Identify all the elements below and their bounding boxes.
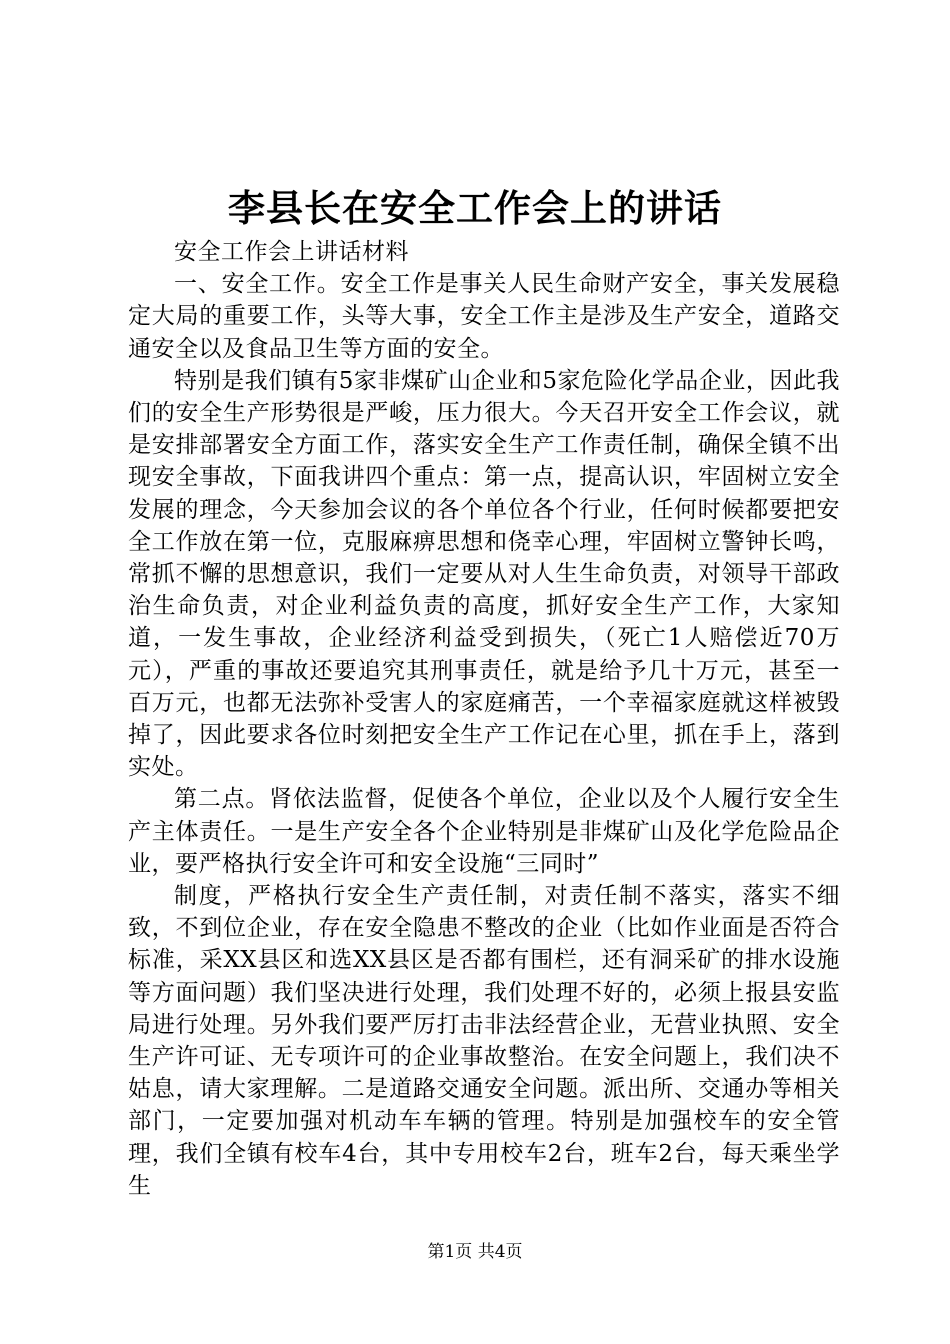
paragraph-1: 一、安全工作。安全工作是事关人民生命财产安全，事关发展稳定大局的重要工作，头等大事，安全工作主是涉及生产安全，道路交通安全以及食品卫生等方面的安全。: [128, 271, 840, 362]
document-title: 李县长在安全工作会上的讲话: [228, 186, 722, 230]
page-number-footer: 第1页 共4页: [427, 1242, 523, 1262]
paragraph-subtitle: 安全工作会上讲话材料: [174, 239, 409, 265]
paragraph-3: 第二点。肾依法监督，促使各个单位，企业以及个人履行安全生产主体责任。一是生产安全各个企业特别是非煤矿山及化学危险品企业，要严格执行安全许可和安全设施“三同时”: [128, 786, 840, 877]
paragraph-4: 制度，严格执行安全生产责任制，对责任制不落实，落实不细致，不到位企业，存在安全隐患不整改的企业（比如作业面是否符合标准，采XX县区和选XX县区是否都有围栏，还有洞采矿的排水设施等方面问题）我们坚决进行处理，我们处理不好的，必须上报县安监局进行处理。另外我们要严厉打击非法经营企业，无营业执照、安全生产许可证、无专项许可的企业事故整治。在安全问题上，我们决不姑息，请大家理解。二是道路交通安全问题。派出所、交通办等相关部门，一定要加强对机动车车辆的管理。特别是加强校车的安全管理，我们全镇有校车4台，其中专用校车2台，班车2台，每天乘坐学生: [128, 883, 840, 1199]
paragraph-2: 特别是我们镇有5家非煤矿山企业和5家危险化学品企业，因此我们的安全生产形势很是严峻，压力很大。今天召开安全工作会议，就是安排部署安全方面工作，落实安全生产工作责任制，确保全镇不出现安全事故，下面我讲四个重点：第一点，提高认识，牢固树立安全发展的理念，今天参加会议的各个单位各个行业，任何时候都要把安全工作放在第一位，克服麻痹思想和侥幸心理，牢固树立警钟长鸣，常抓不懈的思想意识，我们一定要从对人生生命负责，对领导干部政治生命负责，对企业利益负责的高度，抓好安全生产工作，大家知道，一发生事故，企业经济利益受到损失，（死亡1人赔偿近70万元），严重的事故还要追究其刑事责任，就是给予几十万元，甚至一百万元，也都无法弥补受害人的家庭痛苦，一个幸福家庭就这样被毁掉了，因此要求各位时刻把安全生产工作记在心里，抓在手上，落到实处。: [128, 367, 840, 781]
document-body: [128, 236, 840, 1202]
